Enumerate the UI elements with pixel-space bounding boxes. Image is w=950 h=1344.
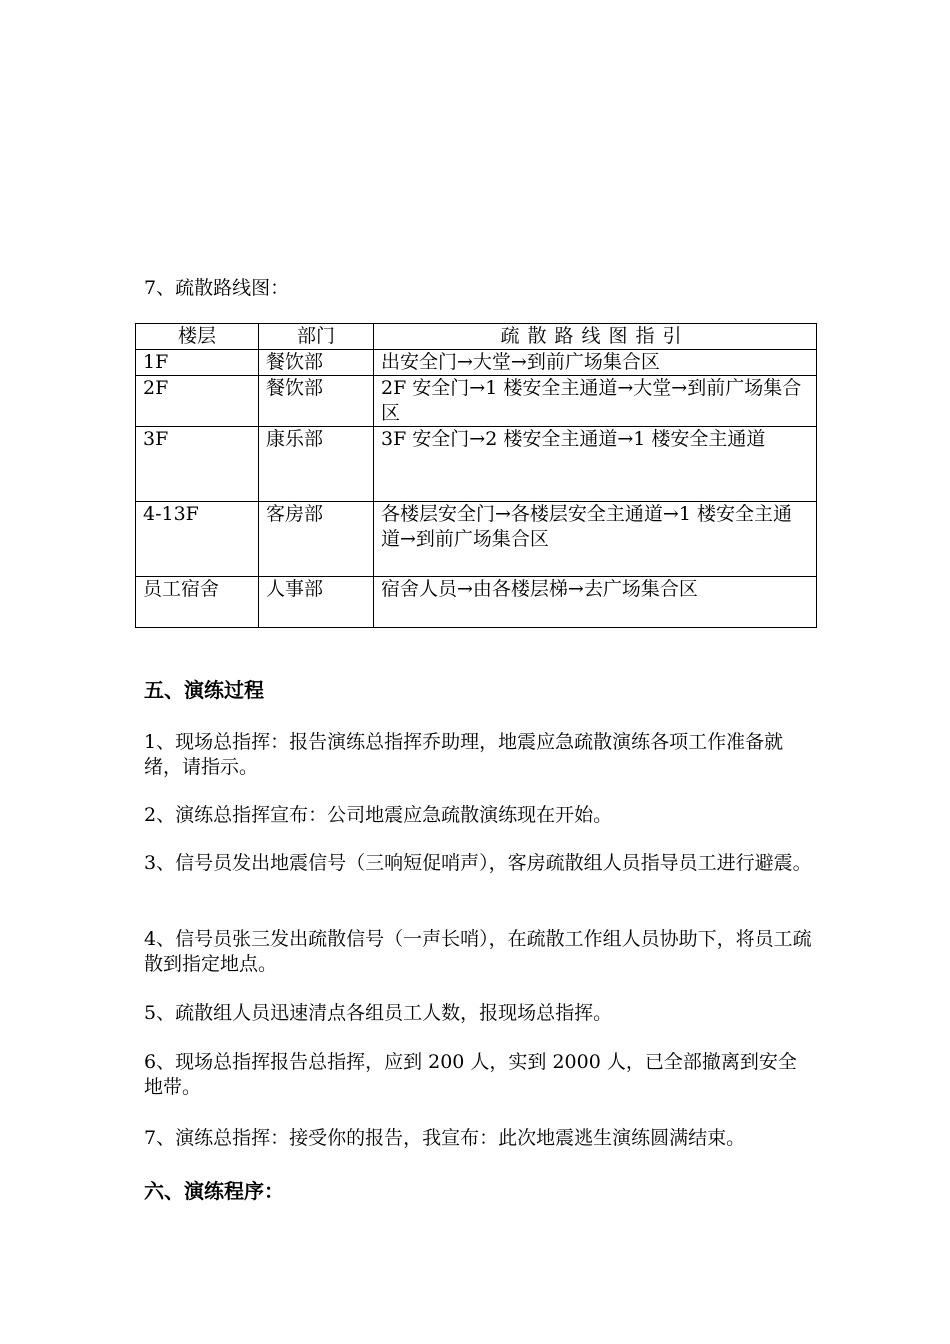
floor-cell: 1F	[136, 350, 259, 376]
table-row	[136, 376, 817, 427]
table-row	[136, 502, 817, 577]
department-cell: 康乐部	[259, 427, 374, 502]
route-cell: 出安全门→大堂→到前广场集合区	[374, 350, 817, 376]
header-department: 部门	[259, 324, 374, 350]
floor-cell: 4-13F	[136, 502, 259, 577]
procedure-item-6: 6、现场总指挥报告总指挥，应到 200 人，实到 2000 人，已全部撤离到安全地带。	[144, 1051, 797, 1098]
evacuation-route-table	[135, 323, 817, 628]
route-cell: 各楼层安全门→各楼层安全主通道→1 楼安全主通道→到前广场集合区	[374, 502, 817, 577]
procedure-item-5: 5、疏散组人员迅速清点各组员工人数，报现场总指挥。	[144, 1002, 613, 1024]
table-row	[136, 350, 817, 376]
table-row	[136, 427, 817, 502]
header-floor: 楼层	[136, 324, 259, 350]
evacuation-route-label: 7、疏散路线图：	[144, 277, 290, 299]
department-cell: 餐饮部	[259, 350, 374, 376]
procedure-item-3: 3、信号员发出地震信号（三响短促哨声），客房疏散组人员指导员工进行避震。	[144, 852, 812, 874]
section-five-heading: 五、演练过程	[144, 678, 264, 702]
header-route: 疏散路线图指引	[374, 324, 817, 350]
department-cell: 客房部	[259, 502, 374, 577]
route-cell: 2F 安全门→1 楼安全主通道→大堂→到前广场集合区	[374, 376, 817, 427]
floor-cell: 员工宿舍	[136, 577, 259, 628]
table-row	[136, 577, 817, 628]
procedure-item-2: 2、演练总指挥宣布：公司地震应急疏散演练现在开始。	[144, 804, 613, 826]
procedure-item-4: 4、信号员张三发出疏散信号（一声长哨），在疏散工作组人员协助下，将员工疏散到指定地点。	[144, 928, 812, 975]
procedure-item-1: 1、现场总指挥：报告演练总指挥乔助理，地震应急疏散演练各项工作准备就绪，请指示。	[144, 731, 784, 778]
section-six-heading: 六、演练程序：	[144, 1179, 284, 1203]
department-cell: 人事部	[259, 577, 374, 628]
floor-cell: 3F	[136, 427, 259, 502]
department-cell: 餐饮部	[259, 376, 374, 427]
route-cell: 3F 安全门→2 楼安全主通道→1 楼安全主通道	[374, 427, 817, 502]
route-cell: 宿舍人员→由各楼层梯→去广场集合区	[374, 577, 817, 628]
floor-cell: 2F	[136, 376, 259, 427]
table-header-row	[136, 324, 817, 350]
procedure-item-7: 7、演练总指挥：接受你的报告，我宣布：此次地震逃生演练圆满结束。	[144, 1127, 746, 1149]
